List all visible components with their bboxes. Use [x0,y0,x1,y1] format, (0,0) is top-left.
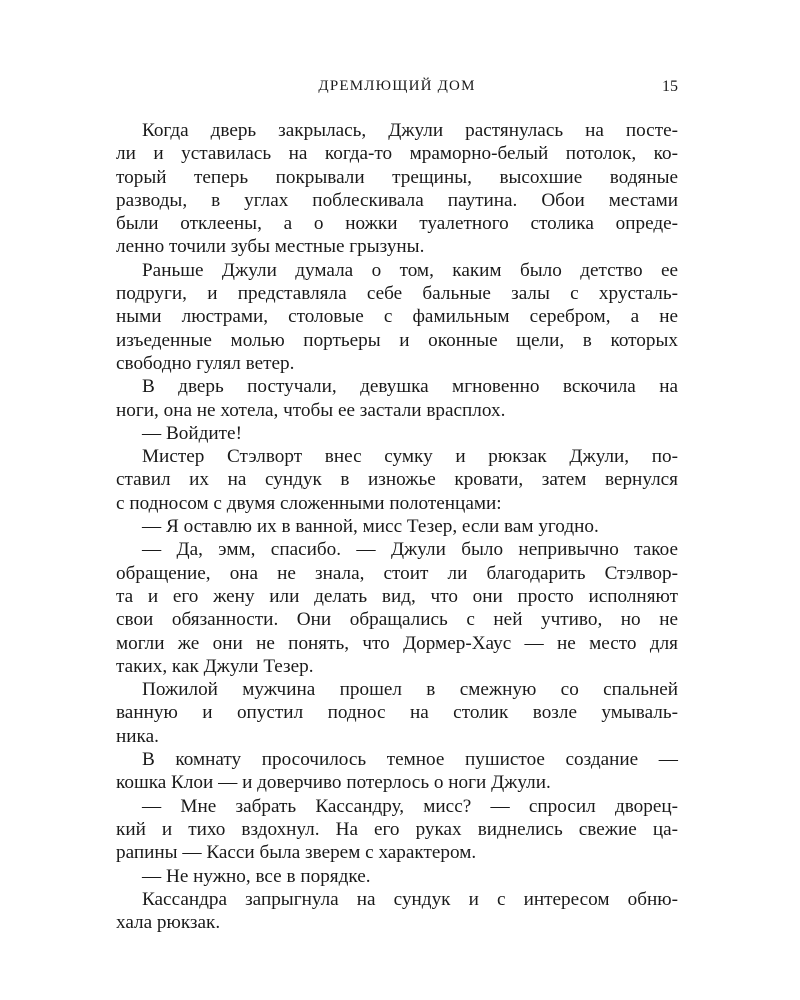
text-line: Раньше Джули думала о том, каким было детство ее [142,259,678,281]
text-line: свободно гулял ветер. [116,352,295,374]
body-text [116,119,678,934]
text-line: — Да, эмм, спасибо. — Джули было непривычно такое [142,539,678,561]
text-line: Кассандра запрыгнула на сундук и с интересом обню- [142,888,678,910]
text-line: кошка Клои — и доверчиво потерлось о ноги Джули. [116,772,551,794]
text-line: свои обязанности. Они обращались с ней учтиво, но не [116,609,678,631]
text-line: подруги, и представляла себе бальные залы с хрусталь- [116,283,678,305]
text-line: рапины — Касси была зверем с характером. [116,842,477,864]
text-line: были отклеены, а о ножки туалетного столика опреде- [116,213,678,235]
text-line: та и его жену или делать вид, что они просто исполняют [116,585,678,607]
text-line: — Я оставлю их в ванной, мисс Тезер, если вам угодно. [142,516,599,538]
text-line: ными люстрами, столовые с фамильным серебром, а не [116,306,678,328]
text-line: ноги, она не хотела, чтобы ее застали врасплох. [116,399,506,421]
text-line: Мистер Стэлворт внес сумку и рюкзак Джули, по- [142,446,678,468]
text-line: Пожилой мужчина прошел в смежную со спальней [142,679,678,701]
text-line: В комнату просочилось темное пушистое создание — [142,749,678,771]
text-line: В дверь постучали, девушка мгновенно вскочила на [142,376,678,398]
text-line: ника. [116,725,159,747]
text-line: Когда дверь закрылась, Джули растянулась на посте- [142,120,678,141]
text-line: — Войдите! [142,422,242,444]
text-line: ставил их на сундук в изножье кровати, затем вернулся [116,469,678,491]
text-line: кий и тихо вздохнул. На его руках виднелись свежие ца- [116,818,678,840]
text-line: ванную и опустил поднос на столик возле умываль- [116,702,678,724]
text-line: разводы, в углах поблескивала паутина. Обои местами [116,189,678,211]
text-line: — Мне забрать Кассандру, мисс? — спросил дворец- [142,795,678,817]
text-line: обращение, она не знала, стоит ли благодарить Стэлвор- [116,562,678,584]
text-line: ли и уставилась на когда-то мраморно-белый потолок, ко- [116,143,678,165]
text-line: с подносом с двумя сложенными полотенцами: [116,492,502,514]
running-head [116,78,678,102]
text-line: ленно точили зубы местные грызуны. [116,236,425,258]
running-title: ДРЕМЛЮЩИЙ ДОМ [318,78,476,94]
text-line: хала рюкзак. [116,912,221,934]
page-number: 15 [662,78,678,95]
text-line: таких, как Джули Тезер. [116,655,314,677]
text-line: могли же они не понять, что Дормер-Хаус — не место для [116,632,678,654]
text-line: изъеденные молью портьеры и оконные щели, в которых [116,329,678,351]
text-line: — Не нужно, все в порядке. [142,865,371,887]
text-line: торый теперь покрывали трещины, высохшие водяные [116,166,678,188]
